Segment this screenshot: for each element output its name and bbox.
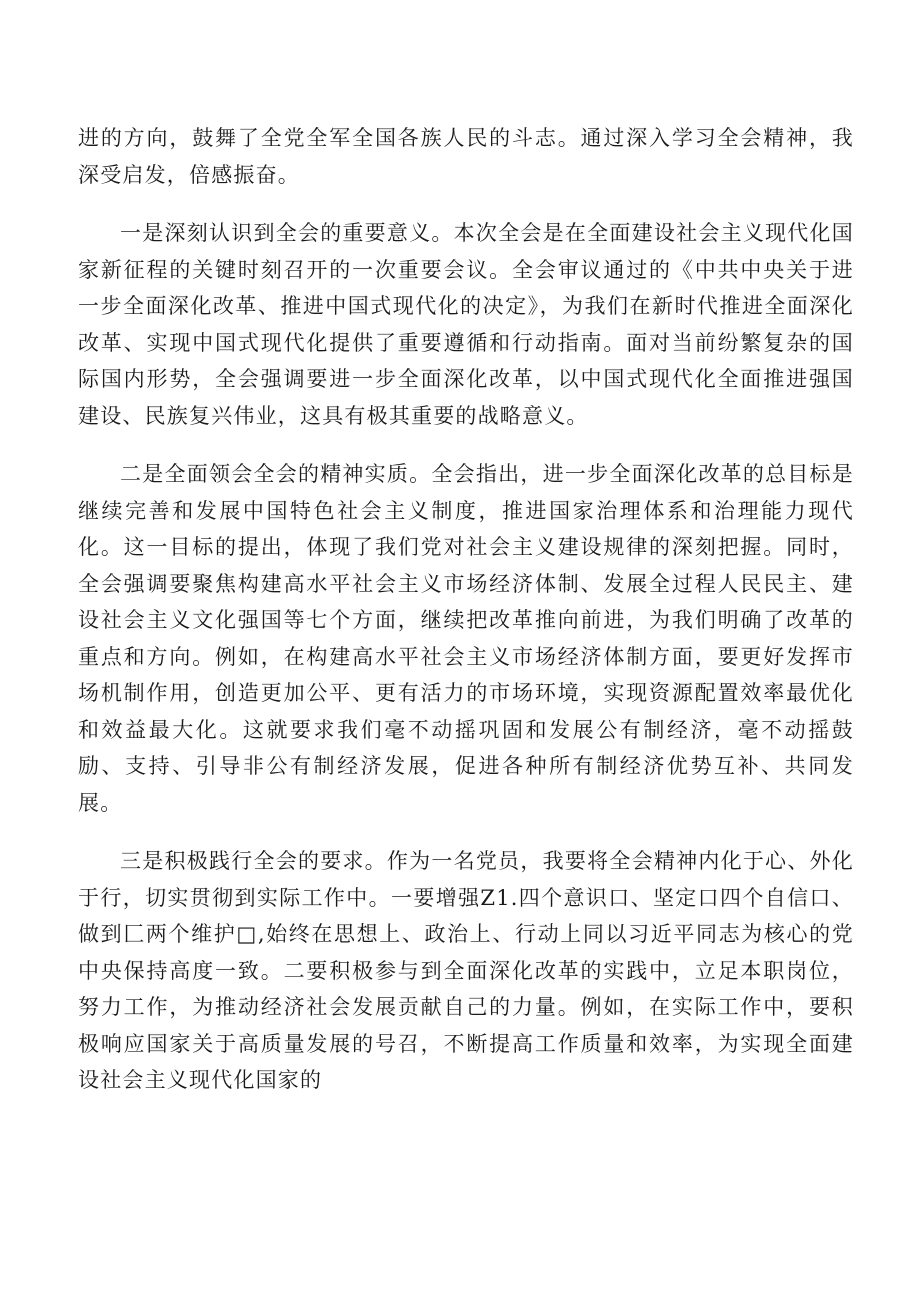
paragraph-point-three: 三是积极践行全会的要求。作为一名党员，我要将全会精神内化于心、外化于行，切实贯彻到实际工作中。一要增强Z1.四个意识口、坚定口四个自信口、做到匚两个维护□,始终在思想上、政治上、行动上同以习近平同志为核心的党中央保持高度一致。二要积极参与到全面深化改革的实践中，立足本职岗位，努力工作，为推动经济社会发展贡献自己的力量。例如，在实际工作中，要积极响应国家关于高质量发展的号召，不断提高工作质量和效率，为实现全面建设社会主义现代化国家的 [78, 849, 854, 1092]
paragraph-point-two: 二是全面领会全会的精神实质。全会指出，进一步全面深化改革的总目标是继续完善和发展中国特色社会主义制度，推进国家治理体系和治理能力现代化。这一目标的提出，体现了我们党对社会主义建设规律的深刻把握。同时，全会强调要聚焦构建高水平社会主义市场经济体制、发展全过程人民民主、建设社会主义文化强国等七个方面，继续把改革推向前进，为我们明确了改革的重点和方向。例如，在构建高水平社会主义市场经济体制方面，要更好发挥市场机制作用，创造更加公平、更有活力的市场环境，实现资源配置效率最优化和效益最大化。这就要求我们毫不动摇巩固和发展公有制经济，毫不动摇鼓励、支持、引导非公有制经济发展，促进各种所有制经济优势互补、共同发展。 [78, 462, 854, 815]
paragraph-point-one: 一是深刻认识到全会的重要意义。本次全会是在全面建设社会主义现代化国家新征程的关键时刻召开的一次重要会议。全会审议通过的《中共中央关于进一步全面深化改革、推进中国式现代化的决定》，为我们在新时代推进全面深化改革、实现中国式现代化提供了重要遵循和行动指南。面对当前纷繁复杂的国际国内形势，全会强调要进一步全面深化改革，以中国式现代化全面推进强国建设、民族复兴伟业，这具有极其重要的战略意义。 [78, 221, 854, 428]
paragraph-intro-continuation: 进的方向，鼓舞了全党全军全国各族人民的斗志。通过深入学习全会精神，我深受启发，倍感振奋。 [78, 126, 854, 187]
document-body [78, 120, 854, 1121]
